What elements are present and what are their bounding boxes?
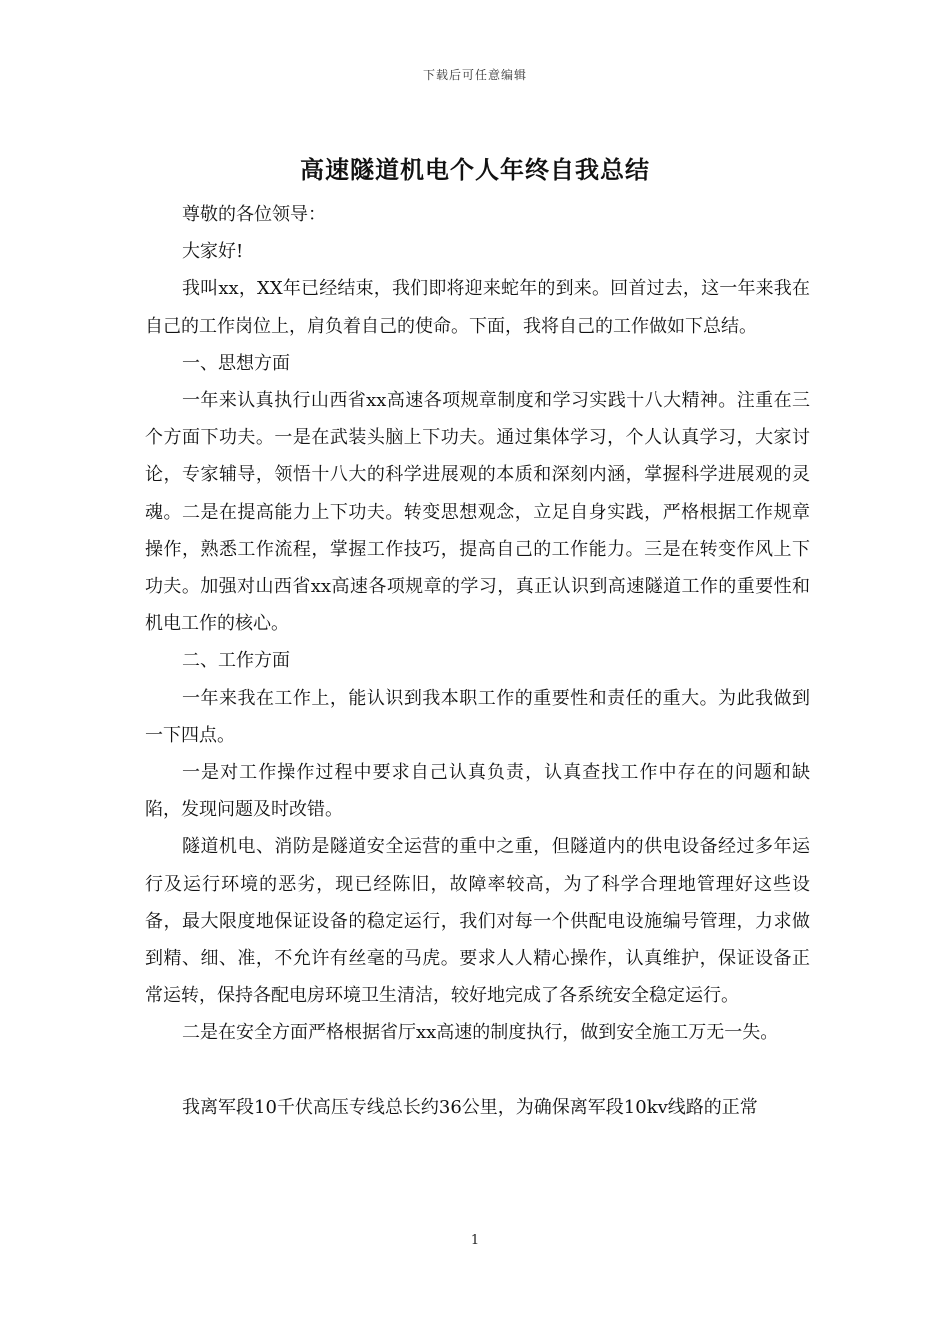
work-intro-paragraph: 一年来我在工作上，能认识到我本职工作的重要性和责任的重大。为此我做到一下四点。: [145, 687, 810, 746]
document-body: [145, 196, 810, 1126]
intro-paragraph: 我叫xx，XX年已经结束，我们即将迎来蛇年的到来。回首过去，这一年来我在自己的工作岗位上，肩负着自己的使命。下面，我将自己的工作做如下总结。: [145, 278, 810, 337]
greeting: 大家好!: [182, 241, 244, 263]
document-title: 高速隧道机电个人年终自我总结: [300, 155, 650, 184]
paragraph-gap: [145, 1052, 810, 1089]
work-point-two: 二是在安全方面严格根据省厅xx高速的制度执行，做到安全施工万无一失。: [182, 1022, 779, 1044]
salutation: 尊敬的各位领导：: [182, 204, 326, 225]
power-line-paragraph: 我离军段10千伏高压专线总长约36公里，为确保离军段10kv线路的正常: [182, 1096, 758, 1118]
thought-paragraph: 一年来认真执行山西省xx高速各项规章制度和学习实践十八大精神。注重在三个方面下功夫。一是在武装头脑上下功夫。通过集体学习，个人认真学习，大家讨论，专家辅导，领悟十八大的科学进展观的本质和深刻内涵，掌握科学进展观的灵魂。二是在提高能力上下功夫。转变思想观念，立足自身实践，严格根据工作规章操作，熟悉工作流程，掌握工作技巧，提高自己的工作能力。三是在转变作风上下功夫。加强对山西省xx高速各项规章的学习，真正认识到高速隧道工作的重要性和机电工作的核心。: [145, 390, 810, 635]
work-point-one: 一是对工作操作过程中要求自己认真负责，认真查找工作中存在的问题和缺陷，发现问题及时改错。: [145, 762, 810, 821]
tunnel-equipment-paragraph: 隧道机电、消防是隧道安全运营的重中之重，但隧道内的供电设备经过多年运行及运行环境的恶劣，现已经陈旧，故障率较高，为了科学合理地管理好这些设备，最大限度地保证设备的稳定运行，我们对每一个供配电设施编号管理，力求做到精、细、准，不允许有丝毫的马虎。要求人人精心操作，认真维护，保证设备正常运转，保持各配电房环境卫生清洁，较好地完成了各系统安全稳定运行。: [145, 836, 810, 1007]
section-heading-thought: 一、思想方面: [182, 352, 290, 374]
page-number: 1: [470, 1233, 480, 1248]
section-heading-work: 二、工作方面: [182, 650, 290, 672]
header-note: 下载后可任意编辑: [422, 68, 527, 82]
